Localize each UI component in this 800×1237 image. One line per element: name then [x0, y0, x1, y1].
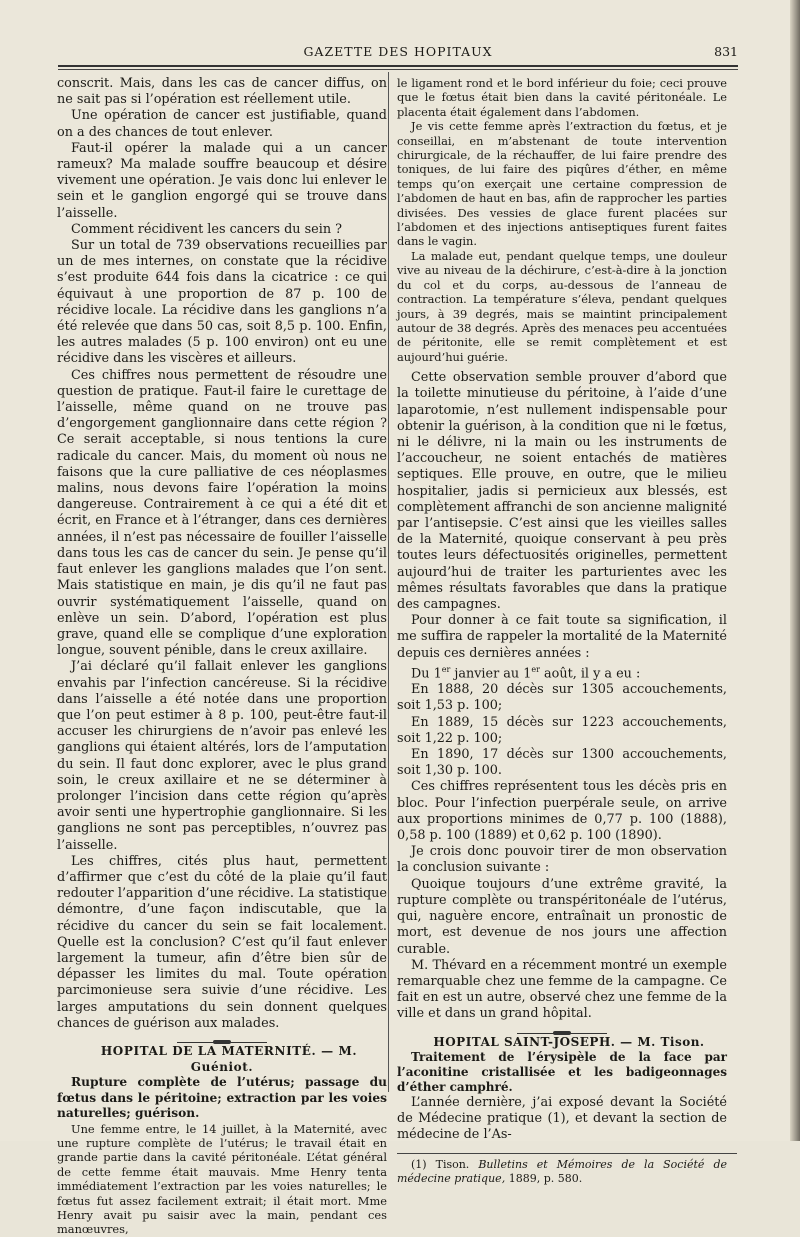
footnote-label: (1) Tison.: [411, 1158, 470, 1172]
paragraph: L’année dernière, j’ai exposé devant la Société de Médecine pratique (1), et devant la section de médecine de l’As-: [397, 1094, 727, 1143]
right-column: [397, 76, 727, 1186]
section-title-saint-joseph: HOPITAL SAINT-JOSEPH. — M. Tison.: [433, 1034, 705, 1049]
ordinal-sup: er: [441, 664, 451, 674]
ordinal-sup: er: [531, 664, 540, 674]
footnote: [397, 1158, 727, 1186]
list-item: En 1890, 17 décès sur 1300 accouchements, soit 1,30 p. 100.: [397, 747, 727, 779]
paragraph: Quoique toujours d’une extrême gravité, la rupture complète ou transpéritonéale de l’utérus, qui, naguère encore, entraînait un pronostic de mort, est devenue de nos jours une affection curable.: [397, 876, 727, 957]
article-heading: Traitement de l’érysipèle de la face par l’aconitine cristallisée et les badigeonnages d’éther camphré.: [397, 1049, 727, 1094]
footnote-ref: 1889, p. 580.: [508, 1172, 583, 1186]
list-intro: [397, 662, 727, 682]
section-separator: [177, 1042, 267, 1043]
running-title: GAZETTE DES HOPITAUX: [303, 44, 493, 59]
list-item: En 1888, 20 décès sur 1305 accouchements, soit 1,53 p. 100;: [397, 682, 727, 714]
footnote-title: Bulletins et Mémoires de la Société de médecine pratique,: [397, 1158, 727, 1186]
paragraph: Pour donner à ce fait toute sa signification, il me suffira de rappeler la mortalité de la Maternité depuis ces dernières années :: [397, 613, 727, 661]
page-number: 831: [714, 44, 738, 59]
paragraph: Ces chiffres nous permettent de résoudre une question de pratique. Faut-il faire le curettage de l’aisselle, même quand on ne trouve pas d’engorgement ganglionnaire dans cette région ? Ce serait acceptable, si nous tentions la cure radicale du cancer. Mais, du moment où nous ne faisons que la cure palliative de ces néoplasmes malins, nous devons faire l’opération la moins dangereuse. Contrairement à ce qui a été dit et écrit, en France et à l’étranger, dans ces dernières années, il n’est pas nécessaire de fouiller l’aisselle dans tous les cas de cancer du sein. Je pense qu’il faut enlever les ganglions malades que l’on sent. Mais statistique en main, je dis qu’il ne faut pas ouvrir systématiquement l’aisselle, quand on enlève un sein. D’abord, l’opération est plus grave, quand elle se complique d’une exploration longue, souvent pénible, dans le creux axillaire.: [57, 367, 387, 659]
paragraph: Sur un total de 739 observations recueillies par un de mes internes, on constate que la récidive s’est produite 644 fois dans la cicatrice : ce qui équivaut à une proportion de 87 p. 100 de récidive locale. La récidive dans les ganglions n’a été relevée que dans 50 cas, soit 8,5 p. 100. Enfin, les autres malades (5 p. 100 environ) ont eu une récidive dans les viscères et ailleurs.: [57, 238, 387, 367]
paragraph: La malade eut, pendant quelque temps, une douleur vive au niveau de la déchirure, c’est-à-dire à la jonction du col et du corps, au-dessous de l’anneau de contraction. La température s’éleva, pendant quelques jours, à 39 degrés, mais se maintint principalement autour de 38 degrés. Après des menaces peu accentuées de péritonite, elle se remit complètement et est aujourd’hui guérie.: [397, 248, 727, 364]
paragraph: conscrit. Mais, dans les cas de cancer diffus, on ne sait pas si l’opération est réellement utile.: [57, 76, 387, 108]
article-continuation: [397, 76, 727, 364]
paragraph: Une femme entre, le 14 juillet, à la Maternité, avec une rupture complète de l’utérus; le travail était en grande partie dans la cavité péritonéale. L’état général de cette femme était mauvais. Mme Henry tenta immédiatement l’extraction par les voies naturelles; le fœtus fut assez facilement extrait; il était mort. Mme Henry avait pu saisir avec la main, pendant ces manœuvres,: [57, 1121, 387, 1237]
page-edge-shadow: [790, 0, 800, 1141]
paragraph: J’ai déclaré qu’il fallait enlever les ganglions envahis par l’infection cancéreuse. Si la récidive dans l’aisselle a été notée dans une proportion que l’on peut estimer à 8 p. 100, peut-être faut-il accuser les chirurgiens de n’avoir pas enlevé les ganglions qui étaient altérés, lors de l’amputation du sein. Il faut donc explorer, avec le plus grand soin, le creux axillaire et ne se déterminer à prolonger l’incision dans cette région qu’après avoir senti une hypertrophie ganglionnaire. Si les ganglions ne sont pas perceptibles, n’ouvrez pas l’aisselle.: [57, 659, 387, 853]
list-intro-mid: janvier au 1: [450, 666, 532, 682]
article-heading: Rupture complète de l’utérus; passage du fœtus dans le péritoine; extraction par les voies naturelles; guérison.: [57, 1075, 387, 1121]
column-divider: [388, 72, 389, 1092]
paragraph: Cette observation semble prouver d’abord que la toilette minutieuse du péritoine, à l’aide d’une laparotomie, n’est nullement indispensable pour obtenir la guérison, à la condition que ni le fœtus, ni le délivre, ni la main ou les instruments de l’accoucheur, ne soient entachés de matières septiques. Elle prouve, en outre, que le milieu hospitalier, jadis si pernicieux aux blessés, est complètement affranchi de son ancienne malignité par l’antisepsie. C’est ainsi que les vieilles salles de la Maternité, quoique conservant à peu près toutes leurs défectuosités originelles, permettent aujourd’hui de traiter les parturientes avec les mêmes résultats favorables que dans la pratique des campagnes.: [397, 370, 727, 612]
paragraph: Je crois donc pouvoir tirer de mon observation la conclusion suivante :: [397, 844, 727, 876]
paragraph: Les chiffres, cités plus haut, permettent d’affirmer que c’est du côté de la plaie qu’il faut redouter l’apparition d’une récidive. La statistique démontre, d’une façon indiscutable, que la récidive du cancer du sein se fait localement. Quelle est la conclusion? C’est qu’il faut enlever largement la tumeur, afin d’être bien sûr de dépasser les limites du mal. Toute opération parcimonieuse sera suivie d’une récidive. Les larges amputations du sein donnent quelques chances de guérison aux malades.: [57, 853, 387, 1031]
paragraph: le ligament rond et le bord inférieur du foie; ceci prouve que le fœtus était bien dans la cavité péritonéale. Le placenta était également dans l’abdomen.: [397, 76, 727, 119]
paragraph: Comment récidivent les cancers du sein ?: [71, 221, 343, 237]
header-rule-thick: [58, 65, 738, 67]
footnote-rule: [397, 1153, 737, 1154]
list-item: En 1889, 15 décès sur 1223 accouchements, soit 1,22 p. 100;: [397, 714, 727, 746]
left-column: [57, 76, 387, 1237]
header-rule-thin: [58, 69, 738, 70]
mortality-list: [397, 682, 727, 779]
list-intro-prefix: Du 1: [411, 666, 442, 682]
section-title-maternite: HOPITAL DE LA MATERNITÉ. — M. Guéniot.: [100, 1043, 358, 1075]
paragraph: Faut-il opérer la malade qui a un cancer rameux? Ma malade souffre beaucoup et désire vivement une opération. Je vais donc lui enlever le sein et le ganglion engorgé qui se trouve dans l’aisselle.: [57, 140, 387, 221]
paragraph: Ces chiffres représentent tous les décès pris en bloc. Pour l’infection puerpérale seule, on arrive aux proportions minimes de 0,77 p. 100 (1888), 0,58 p. 100 (1889) et 0,62 p. 100 (1890).: [397, 779, 727, 844]
paragraph: Une opération de cancer est justifiable, quand on a des chances de tout enlever.: [57, 108, 387, 140]
section-separator: [517, 1033, 607, 1034]
paragraph: Je vis cette femme après l’extraction du fœtus, et je conseillai, en m’abstenant de toute intervention chirurgicale, de la réchauffer, de lui faire prendre des toniques, de lui faire des piqûres d’éther, en même temps qu’on exerçait une certaine compression de l’abdomen de haut en bas, afin de rapprocher les parties divisées. Des vessies de glace furent placées sur l’abdomen et des injections antiseptiques furent faites dans le vagin.: [397, 119, 727, 249]
article-maternite: [57, 1075, 387, 1236]
page-header: [58, 44, 738, 64]
list-intro-suffix: août, il y a eu :: [539, 666, 641, 682]
paragraph: M. Thévard en a récemment montré un exemple remarquable chez une femme de la campagne. Ce fait en est un autre, observé chez une femme de la ville et dans un grand hôpital.: [397, 957, 727, 1022]
